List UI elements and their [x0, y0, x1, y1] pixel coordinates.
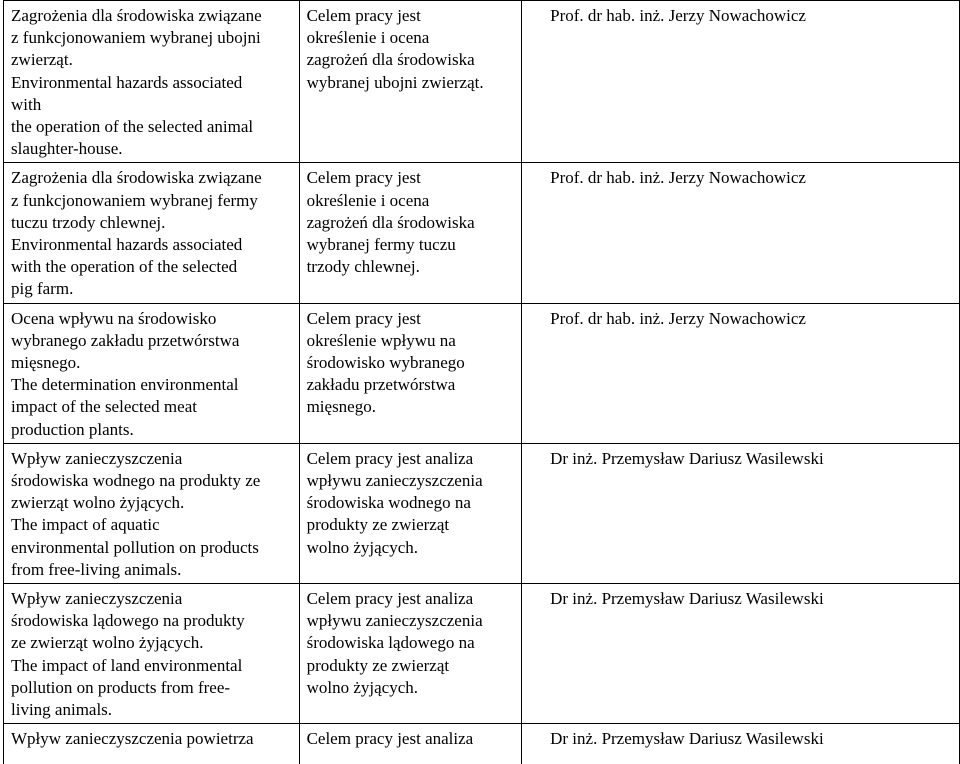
goal-text-line: produkty ze zwierząt: [306, 655, 450, 675]
table-row: [4, 1, 960, 163]
goal-text-line: wolno żyjących.: [306, 677, 418, 697]
goal-text-line: wpływu zanieczyszczenia: [306, 611, 483, 631]
topic-text-line: production plants.: [11, 419, 134, 439]
goal-text-line: środowisko wybranego: [306, 353, 465, 373]
goal-text-line: wybranej ubojni zwierząt.: [306, 72, 484, 92]
supervisor-name: Prof. dr hab. inż. Jerzy Nowachowicz: [550, 6, 806, 25]
goal-text-line: wybranej fermy tuczu: [306, 235, 456, 255]
topic-cell: [4, 443, 300, 583]
topic-cell: [4, 163, 300, 303]
topic-text-line: z funkcjonowaniem wybranej fermy: [11, 190, 258, 210]
supervisor-cell: [522, 163, 960, 303]
topic-text-line: with the operation of the selected: [11, 257, 238, 277]
goal-text-line: zagrożeń dla środowiska: [306, 212, 475, 232]
goal-cell: [299, 443, 522, 583]
topic-cell: [4, 724, 300, 764]
goal-cell: [299, 584, 522, 724]
supervisor-name: Dr inż. Przemysław Dariusz Wasilewski: [550, 589, 824, 609]
topic-text-line: from free-living animals.: [11, 559, 182, 579]
goal-text-line: określenie i ocena: [306, 28, 430, 48]
goal-text-line: produkty ze zwierząt: [306, 515, 450, 535]
goal-text-line: Celem pracy jest analiza: [306, 729, 474, 749]
supervisor-cell: [522, 443, 960, 583]
goal-text-line: mięsnego.: [306, 397, 376, 417]
supervisor-name: Prof. dr hab. inż. Jerzy Nowachowicz: [550, 308, 806, 328]
supervisor-cell: [522, 1, 960, 163]
topic-text-line: zwierząt.: [11, 50, 73, 70]
goal-cell: [299, 724, 522, 764]
goal-text-line: Celem pracy jest: [306, 6, 421, 25]
table-row: [4, 443, 960, 583]
supervisor-name: Prof. dr hab. inż. Jerzy Nowachowicz: [550, 168, 806, 188]
topic-text-line: Zagrożenia dla środowiska związane: [11, 6, 262, 25]
topic-text-line: Wpływ zanieczyszczenia powietrza: [11, 729, 254, 749]
goal-text-line: określenie i ocena: [306, 190, 430, 210]
goal-text-line: trzody chlewnej.: [306, 257, 420, 277]
goal-cell: [299, 163, 522, 303]
topic-text-line: Environmental hazards associated: [11, 235, 243, 255]
topic-text-line: środowiska lądowego na produkty: [11, 611, 245, 631]
topic-cell: [4, 303, 300, 443]
topic-text-line: Zagrożenia dla środowiska związane: [11, 168, 262, 188]
topic-text-line: The determination environmental: [11, 375, 239, 395]
topic-text-line: The impact of aquatic: [11, 515, 160, 535]
topic-text-line: pig farm.: [11, 279, 74, 299]
topic-text-line: with: [11, 94, 42, 114]
topic-text-line: środowiska wodnego na produkty ze: [11, 471, 261, 491]
supervisor-cell: [522, 303, 960, 443]
topic-text-line: pollution on products from free-: [11, 677, 231, 697]
topic-text-line: impact of the selected meat: [11, 397, 197, 417]
topic-text-line: living animals.: [11, 700, 113, 720]
supervisor-cell: [522, 724, 960, 764]
topic-text-line: slaughter-house.: [11, 139, 123, 159]
table-row: [4, 724, 960, 764]
topic-text-line: Wpływ zanieczyszczenia: [11, 448, 183, 468]
goal-text-line: środowiska lądowego na: [306, 633, 475, 653]
topic-text-line: Ocena wpływu na środowisko: [11, 308, 217, 328]
table-row: [4, 584, 960, 724]
topic-text-line: environmental pollution on products: [11, 537, 259, 557]
topic-text-line: The impact of land environmental: [11, 655, 243, 675]
goal-text-line: środowiska wodnego na: [306, 493, 471, 513]
goal-text-line: Celem pracy jest analiza: [306, 448, 474, 468]
supervisor-name: Dr inż. Przemysław Dariusz Wasilewski: [550, 448, 824, 468]
goal-text-line: zakładu przetwórstwa: [306, 375, 456, 395]
goal-text-line: zagrożeń dla środowiska: [306, 50, 475, 70]
goal-cell: [299, 1, 522, 163]
topic-text-line: z funkcjonowaniem wybranej ubojni: [11, 28, 261, 48]
goal-cell: [299, 303, 522, 443]
topic-text-line: tuczu trzody chlewnej.: [11, 212, 166, 232]
topic-text-line: the operation of the selected animal: [11, 117, 254, 137]
topic-text-line: Wpływ zanieczyszczenia: [11, 589, 183, 609]
table-row: [4, 163, 960, 303]
topic-text-line: wybranego zakładu przetwórstwa: [11, 330, 240, 350]
topic-cell: [4, 584, 300, 724]
goal-text-line: wolno żyjących.: [306, 537, 418, 557]
thesis-topics-table-body: [4, 1, 960, 764]
goal-text-line: Celem pracy jest: [306, 308, 421, 328]
thesis-topics-table: [3, 0, 960, 764]
topic-text-line: Environmental hazards associated: [11, 72, 243, 92]
topic-cell: [4, 1, 300, 163]
goal-text-line: określenie wpływu na: [306, 330, 456, 350]
supervisor-name: Dr inż. Przemysław Dariusz Wasilewski: [550, 729, 824, 749]
table-row: [4, 303, 960, 443]
goal-text-line: wpływu zanieczyszczenia: [306, 471, 483, 491]
topic-text-line: ze zwierząt wolno żyjących.: [11, 633, 204, 653]
topic-text-line: zwierząt wolno żyjących.: [11, 493, 185, 513]
supervisor-cell: [522, 584, 960, 724]
topic-text-line: mięsnego.: [11, 353, 81, 373]
goal-text-line: Celem pracy jest: [306, 168, 421, 188]
goal-text-line: Celem pracy jest analiza: [306, 589, 474, 609]
